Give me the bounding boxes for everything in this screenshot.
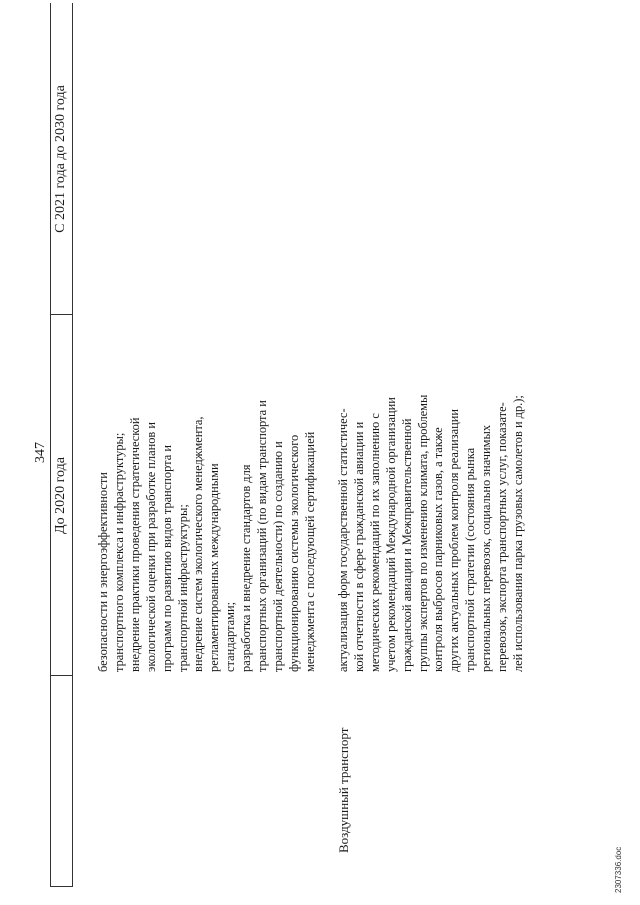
text-line: менеджмента с последующей сертификацией <box>302 431 317 672</box>
text-line: внедрение систем экологического менеджмента, <box>191 416 206 672</box>
text-line: лей использования парка грузовых самолетов и др.); <box>510 395 525 672</box>
table-left-border <box>50 886 72 887</box>
text-line: программ по развитию видов транспорта и <box>159 445 174 672</box>
text-line: транспортной инфраструктуры; <box>175 504 190 672</box>
text-line: транспортного комплекса и инфраструктуры; <box>111 432 126 672</box>
text-line: актуализация форм государственной статистичес- <box>336 408 350 672</box>
upper-measures-text <box>96 400 319 672</box>
text-line: экологической оценки при разработке планов и <box>143 421 158 672</box>
text-line: региональных перевозок, социально значимых <box>479 424 494 672</box>
text-line: гражданской авиации и Межправительственной <box>399 418 414 672</box>
text-line: учетом рекомендаций Международной организации <box>383 397 398 672</box>
text-line: регламентированных международными <box>207 463 222 672</box>
text-line: транспортной стратегии (состояния рынка <box>463 447 478 672</box>
document-id: 2307336.doc <box>614 846 623 893</box>
air-transport-measures-text <box>336 395 527 672</box>
header-bottom-rule <box>72 3 73 887</box>
text-line: методических рекомендаций по их заполнению с <box>367 413 382 672</box>
text-line: кой отчетности в сфере гражданской авиации и <box>351 421 366 672</box>
text-line: функционированию системы экологического <box>286 434 301 672</box>
page-number: 347 <box>33 442 48 463</box>
text-line: внедрение практики проведения стратегической <box>127 417 142 672</box>
text-line: группы экспертов по изменению климата, проблемы <box>415 394 430 672</box>
text-line: безопасности и энергоэффективности <box>96 472 110 672</box>
column-header-2030: С 2021 года до 2030 года <box>53 85 68 233</box>
row-label-air-transport: Воздушный транспорт <box>336 727 351 853</box>
text-line: контроля выбросов парниковых газов, а также <box>431 427 446 672</box>
text-line: транспортной деятельности) по созданию и <box>270 441 285 672</box>
text-line: транспортных организаций (по видам транспорта и <box>255 400 270 672</box>
text-line: стандартами; <box>223 601 238 672</box>
text-line: разработка и внедрение стандартов для <box>239 464 254 672</box>
text-line: перевозок, экспорта транспортных услуг, показате- <box>495 402 510 672</box>
text-line: других актуальных проблем контроля реализации <box>447 408 462 672</box>
column-header-2020: До 2020 года <box>53 457 68 534</box>
